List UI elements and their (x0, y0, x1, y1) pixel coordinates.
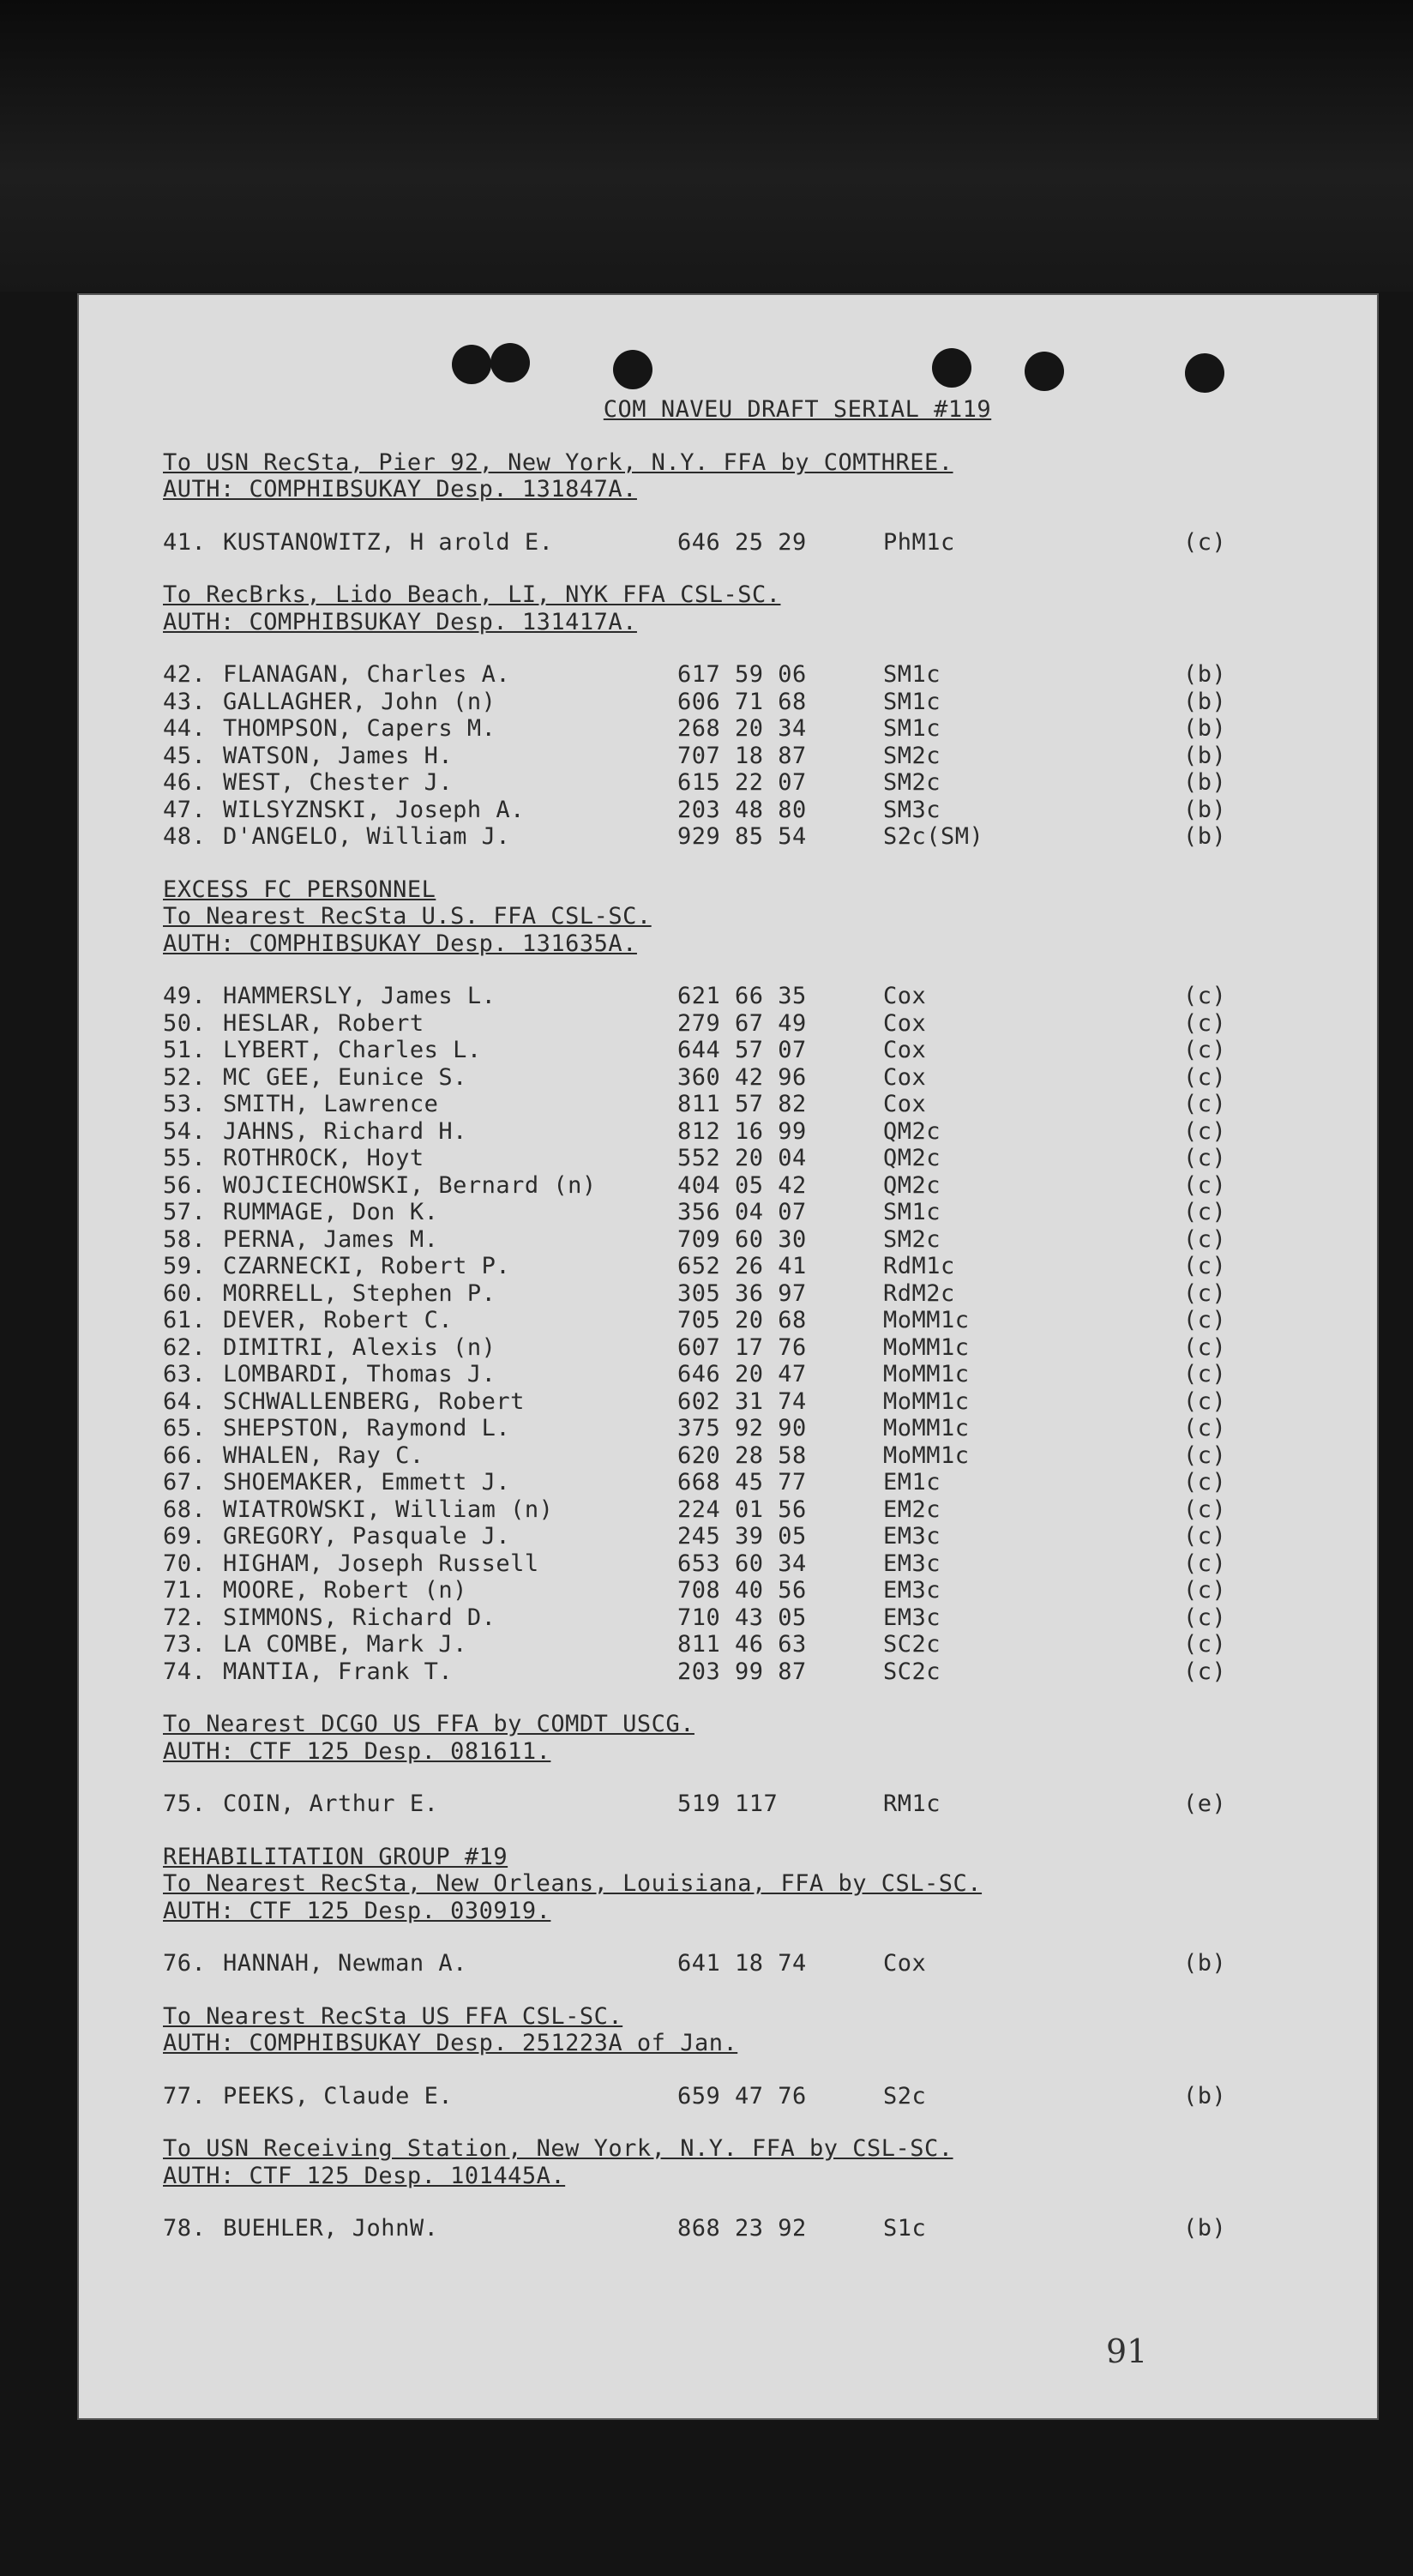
person-name: DIMITRI, Alexis (n) (223, 1333, 496, 1361)
document-section (163, 2135, 1303, 2242)
personnel-row (163, 743, 1303, 770)
entry-number: 42. (163, 661, 207, 688)
entry-number: 44. (163, 715, 207, 742)
person-name: PERNA, James M. (223, 1225, 439, 1253)
entry-number: 43. (163, 688, 207, 715)
service-number: 646 20 47 (677, 1361, 807, 1387)
rating: RdM1c (883, 1253, 955, 1279)
personnel-row (163, 797, 1303, 824)
section-header-line: To USN RecSta, Pier 92, New York, N.Y. FFA by COMTHREE. (163, 448, 953, 476)
rating: EM3c (883, 1604, 941, 1631)
rating: SM1c (883, 715, 941, 742)
rating: SM1c (883, 1199, 941, 1225)
entry-number: 67. (163, 1469, 207, 1496)
section-header-line: AUTH: CTF 125 Desp. 030919. (163, 1897, 551, 1924)
entry-number: 70. (163, 1550, 207, 1577)
entry-number: 69. (163, 1523, 207, 1550)
disposition-code: (c) (1183, 1225, 1227, 1253)
service-number: 602 31 74 (677, 1387, 807, 1415)
section-header-line: To Nearest RecSta U.S. FFA CSL-SC. (163, 903, 652, 930)
personnel-row (163, 1950, 1303, 1977)
punch-hole (490, 343, 530, 382)
personnel-row (163, 661, 1303, 689)
person-name: WOJCIECHOWSKI, Bernard (n) (223, 1171, 597, 1199)
rating: EM2c (883, 1496, 941, 1523)
rating: SC2c (883, 1658, 941, 1685)
entry-number: 71. (163, 1577, 207, 1604)
disposition-code: (b) (1183, 823, 1227, 850)
person-name: LOMBARDI, Thomas J. (223, 1361, 496, 1387)
entry-number: 45. (163, 742, 207, 769)
rating: PhM1c (883, 528, 955, 556)
disposition-code: (c) (1183, 1469, 1227, 1496)
personnel-row (163, 529, 1303, 557)
service-number: 519 117 (677, 1791, 779, 1817)
rating: SM2c (883, 769, 941, 796)
entry-number: 56. (163, 1171, 207, 1199)
document-section (163, 1844, 1303, 1977)
punch-hole (1185, 353, 1224, 393)
personnel-row (163, 1469, 1303, 1496)
entry-number: 59. (163, 1253, 207, 1279)
rating: RdM2c (883, 1279, 955, 1307)
person-name: ROTHROCK, Hoyt (223, 1145, 424, 1171)
section-header-line: To USN Receiving Station, New York, N.Y. FFA by CSL-SC. (163, 2135, 953, 2162)
section-header-line: AUTH: COMPHIBSUKAY Desp. 131417A. (163, 608, 637, 635)
service-number: 552 20 04 (677, 1145, 807, 1171)
entry-number: 54. (163, 1117, 207, 1145)
disposition-code: (c) (1183, 1496, 1227, 1523)
rating: Cox (883, 1091, 927, 1117)
service-number: 811 46 63 (677, 1631, 807, 1658)
entry-number: 64. (163, 1387, 207, 1415)
service-number: 929 85 54 (677, 823, 807, 850)
rating: SM2c (883, 1225, 941, 1253)
rating: EM3c (883, 1577, 941, 1604)
disposition-code: (c) (1183, 1009, 1227, 1037)
entry-number: 68. (163, 1496, 207, 1523)
personnel-row (163, 2083, 1303, 2110)
document-section (163, 581, 1303, 851)
service-number: 710 43 05 (677, 1604, 807, 1631)
personnel-list (163, 661, 1303, 851)
rating: QM2c (883, 1145, 941, 1171)
section-header-line: EXCESS FC PERSONNEL (163, 876, 436, 903)
entry-number: 65. (163, 1415, 207, 1441)
punch-hole (932, 348, 971, 388)
disposition-code: (c) (1183, 983, 1227, 1009)
personnel-row (163, 1604, 1303, 1632)
section-header-line: AUTH: COMPHIBSUKAY Desp. 131635A. (163, 930, 637, 957)
service-number: 621 66 35 (677, 983, 807, 1009)
service-number: 617 59 06 (677, 661, 807, 688)
personnel-list (163, 2083, 1303, 2110)
personnel-row (163, 1091, 1303, 1118)
service-number: 305 36 97 (677, 1279, 807, 1307)
service-number: 812 16 99 (677, 1117, 807, 1145)
rating: Cox (883, 1037, 927, 1063)
rating: MoMM1c (883, 1361, 970, 1387)
service-number: 708 40 56 (677, 1577, 807, 1604)
person-name: WEST, Chester J. (223, 769, 454, 796)
service-number: 652 26 41 (677, 1253, 807, 1279)
person-name: D'ANGELO, William J. (223, 823, 511, 850)
personnel-row (163, 823, 1303, 851)
entry-number: 62. (163, 1333, 207, 1361)
disposition-code: (c) (1183, 1279, 1227, 1307)
personnel-row (163, 1226, 1303, 1254)
entry-number: 78. (163, 2215, 207, 2242)
person-name: LA COMBE, Mark J. (223, 1631, 467, 1658)
entry-number: 55. (163, 1145, 207, 1171)
rating: MoMM1c (883, 1387, 970, 1415)
person-name: GALLAGHER, John (n) (223, 688, 496, 715)
disposition-code: (b) (1183, 742, 1227, 769)
personnel-list (163, 1791, 1303, 1818)
personnel-row (163, 715, 1303, 743)
rating: EM3c (883, 1550, 941, 1577)
service-number: 646 25 29 (677, 528, 807, 556)
service-number: 279 67 49 (677, 1009, 807, 1037)
entry-number: 61. (163, 1307, 207, 1333)
person-name: MOORE, Robert (n) (223, 1577, 467, 1604)
disposition-code: (c) (1183, 1117, 1227, 1145)
person-name: SHEPSTON, Raymond L. (223, 1415, 511, 1441)
service-number: 404 05 42 (677, 1171, 807, 1199)
personnel-row (163, 1388, 1303, 1416)
person-name: SIMMONS, Richard D. (223, 1604, 496, 1631)
disposition-code: (c) (1183, 1658, 1227, 1685)
rating: S2c(SM) (883, 823, 984, 850)
service-number: 868 23 92 (677, 2215, 807, 2242)
personnel-row (163, 1658, 1303, 1686)
entry-number: 52. (163, 1063, 207, 1091)
disposition-code: (c) (1183, 1523, 1227, 1550)
service-number: 620 28 58 (677, 1441, 807, 1469)
rating: RM1c (883, 1791, 941, 1817)
personnel-row (163, 1037, 1303, 1064)
entry-number: 51. (163, 1037, 207, 1063)
rating: Cox (883, 1950, 927, 1977)
person-name: JAHNS, Richard H. (223, 1117, 467, 1145)
entry-number: 49. (163, 983, 207, 1009)
disposition-code: (c) (1183, 1063, 1227, 1091)
person-name: MORRELL, Stephen P. (223, 1279, 496, 1307)
rating: EM1c (883, 1469, 941, 1496)
service-number: 644 57 07 (677, 1037, 807, 1063)
disposition-code: (b) (1183, 2082, 1227, 2110)
service-number: 606 71 68 (677, 688, 807, 715)
rating: MoMM1c (883, 1441, 970, 1469)
disposition-code: (c) (1183, 1550, 1227, 1577)
punch-hole (613, 350, 652, 389)
disposition-code: (b) (1183, 715, 1227, 742)
document-section (163, 449, 1303, 557)
service-number: 653 60 34 (677, 1550, 807, 1577)
person-name: COIN, Arthur E. (223, 1791, 439, 1817)
rating: Cox (883, 983, 927, 1009)
rating: Cox (883, 1063, 927, 1091)
person-name: KUSTANOWITZ, H arold E. (223, 528, 554, 556)
person-name: SCHWALLENBERG, Robert (223, 1387, 525, 1415)
service-number: 360 42 96 (677, 1063, 807, 1091)
section-header-line: AUTH: CTF 125 Desp. 101445A. (163, 2162, 566, 2189)
document-body (163, 396, 1303, 2242)
service-number: 641 18 74 (677, 1950, 807, 1977)
entry-number: 76. (163, 1950, 207, 1977)
person-name: HAMMERSLY, James L. (223, 983, 496, 1009)
person-name: WIATROWSKI, William (n) (223, 1496, 554, 1523)
service-number: 375 92 90 (677, 1415, 807, 1441)
personnel-row (163, 1253, 1303, 1280)
rating: MoMM1c (883, 1415, 970, 1441)
disposition-code: (c) (1183, 1604, 1227, 1631)
personnel-row (163, 983, 1303, 1010)
disposition-code: (c) (1183, 1387, 1227, 1415)
personnel-row (163, 1791, 1303, 1818)
entry-number: 77. (163, 2082, 207, 2110)
person-name: HESLAR, Robert (223, 1009, 424, 1037)
section-header-line: REHABILITATION GROUP #19 (163, 1843, 508, 1870)
disposition-code: (c) (1183, 1253, 1227, 1279)
disposition-code: (c) (1183, 1441, 1227, 1469)
document-page (77, 293, 1379, 2420)
rating: SM2c (883, 742, 941, 769)
person-name: HANNAH, Newman A. (223, 1950, 467, 1977)
section-header-line: AUTH: CTF 125 Desp. 081611. (163, 1737, 551, 1765)
person-name: CZARNECKI, Robert P. (223, 1253, 511, 1279)
personnel-row (163, 1199, 1303, 1226)
rating: S2c (883, 2082, 927, 2110)
entry-number: 53. (163, 1091, 207, 1117)
person-name: SMITH, Lawrence (223, 1091, 439, 1117)
section-header-line: AUTH: COMPHIBSUKAY Desp. 251223A of Jan. (163, 2030, 738, 2056)
disposition-code: (c) (1183, 1631, 1227, 1658)
personnel-row (163, 1010, 1303, 1038)
disposition-code: (c) (1183, 1199, 1227, 1225)
personnel-row (163, 1415, 1303, 1442)
disposition-code: (b) (1183, 1950, 1227, 1977)
person-name: MC GEE, Eunice S. (223, 1063, 467, 1091)
person-name: HIGHAM, Joseph Russell (223, 1550, 539, 1577)
page-number: 91 (1106, 2332, 1148, 2370)
disposition-code: (b) (1183, 769, 1227, 796)
disposition-code: (c) (1183, 1361, 1227, 1387)
person-name: RUMMAGE, Don K. (223, 1199, 439, 1225)
person-name: PEEKS, Claude E. (223, 2082, 454, 2110)
person-name: THOMPSON, Capers M. (223, 715, 496, 742)
entry-number: 58. (163, 1225, 207, 1253)
personnel-row (163, 689, 1303, 716)
personnel-row (163, 2215, 1303, 2242)
disposition-code: (c) (1183, 1171, 1227, 1199)
personnel-row (163, 1307, 1303, 1334)
entry-number: 41. (163, 528, 207, 556)
service-number: 659 47 76 (677, 2082, 807, 2110)
personnel-row (163, 1577, 1303, 1604)
punch-hole (452, 345, 491, 384)
entry-number: 47. (163, 796, 207, 823)
disposition-code: (b) (1183, 2215, 1227, 2242)
rating: EM3c (883, 1523, 941, 1550)
entry-number: 75. (163, 1791, 207, 1817)
section-header-line: To Nearest RecSta US FFA CSL-SC. (163, 2002, 623, 2030)
disposition-code: (c) (1183, 1091, 1227, 1117)
service-number: 668 45 77 (677, 1469, 807, 1496)
person-name: GREGORY, Pasquale J. (223, 1523, 511, 1550)
personnel-list (163, 2215, 1303, 2242)
personnel-row (163, 1064, 1303, 1092)
disposition-code: (c) (1183, 528, 1227, 556)
service-number: 707 18 87 (677, 742, 807, 769)
person-name: WILSYZNSKI, Joseph A. (223, 796, 525, 823)
rating: SM3c (883, 796, 941, 823)
personnel-row (163, 1145, 1303, 1172)
rating: S1c (883, 2215, 927, 2242)
entry-number: 50. (163, 1009, 207, 1037)
person-name: DEVER, Robert C. (223, 1307, 454, 1333)
rating: Cox (883, 1009, 927, 1037)
entry-number: 57. (163, 1199, 207, 1225)
serial-heading: COM NAVEU DRAFT SERIAL #119 (603, 396, 992, 423)
service-number: 705 20 68 (677, 1307, 807, 1333)
service-number: 615 22 07 (677, 769, 807, 796)
person-name: WATSON, James H. (223, 742, 454, 769)
person-name: WHALEN, Ray C. (223, 1441, 424, 1469)
rating: MoMM1c (883, 1333, 970, 1361)
service-number: 245 39 05 (677, 1523, 807, 1550)
service-number: 811 57 82 (677, 1091, 807, 1117)
service-number: 268 20 34 (677, 715, 807, 742)
entry-number: 60. (163, 1279, 207, 1307)
rating: QM2c (883, 1117, 941, 1145)
document-section (163, 1711, 1303, 1818)
personnel-list (163, 1950, 1303, 1977)
person-name: FLANAGAN, Charles A. (223, 661, 511, 688)
disposition-code: (c) (1183, 1415, 1227, 1441)
rating: SM1c (883, 688, 941, 715)
disposition-code: (c) (1183, 1577, 1227, 1604)
service-number: 203 99 87 (677, 1658, 807, 1685)
document-section (163, 2003, 1303, 2110)
personnel-row (163, 1334, 1303, 1362)
punch-hole (1025, 352, 1064, 391)
entry-number: 46. (163, 769, 207, 796)
person-name: LYBERT, Charles L. (223, 1037, 482, 1063)
entry-number: 48. (163, 823, 207, 850)
disposition-code: (b) (1183, 796, 1227, 823)
section-header-line: To Nearest DCGO US FFA by COMDT USCG. (163, 1711, 694, 1737)
service-number: 709 60 30 (677, 1225, 807, 1253)
rating: SM1c (883, 661, 941, 688)
section-header-line: To Nearest RecSta, New Orleans, Louisiana, FFA by CSL-SC. (163, 1870, 983, 1897)
disposition-code: (c) (1183, 1037, 1227, 1063)
service-number: 203 48 80 (677, 796, 807, 823)
section-header-line: To RecBrks, Lido Beach, LI, NYK FFA CSL-SC. (163, 581, 781, 608)
document-section (163, 876, 1303, 1686)
disposition-code: (c) (1183, 1333, 1227, 1361)
disposition-code: (c) (1183, 1307, 1227, 1333)
service-number: 356 04 07 (677, 1199, 807, 1225)
rating: SC2c (883, 1631, 941, 1658)
personnel-row (163, 1118, 1303, 1146)
entry-number: 74. (163, 1658, 207, 1685)
section-header-line: AUTH: COMPHIBSUKAY Desp. 131847A. (163, 476, 637, 503)
entry-number: 73. (163, 1631, 207, 1658)
person-name: MANTIA, Frank T. (223, 1658, 454, 1685)
service-number: 224 01 56 (677, 1496, 807, 1523)
rating: QM2c (883, 1171, 941, 1199)
personnel-row (163, 1496, 1303, 1524)
personnel-row (163, 1631, 1303, 1658)
person-name: BUEHLER, JohnW. (223, 2215, 439, 2242)
rating: MoMM1c (883, 1307, 970, 1333)
personnel-row (163, 1523, 1303, 1550)
personnel-row (163, 1280, 1303, 1308)
personnel-row (163, 769, 1303, 797)
personnel-row (163, 1550, 1303, 1578)
disposition-code: (e) (1183, 1791, 1227, 1817)
entry-number: 72. (163, 1604, 207, 1631)
entry-number: 66. (163, 1441, 207, 1469)
personnel-row (163, 1172, 1303, 1200)
sections-container (163, 449, 1303, 2242)
personnel-row (163, 1361, 1303, 1388)
disposition-code: (b) (1183, 661, 1227, 688)
entry-number: 63. (163, 1361, 207, 1387)
person-name: SHOEMAKER, Emmett J. (223, 1469, 511, 1496)
disposition-code: (c) (1183, 1145, 1227, 1171)
disposition-code: (b) (1183, 688, 1227, 715)
scan-background (0, 0, 1413, 292)
personnel-list (163, 529, 1303, 557)
personnel-row (163, 1442, 1303, 1470)
service-number: 607 17 76 (677, 1333, 807, 1361)
personnel-list (163, 983, 1303, 1685)
